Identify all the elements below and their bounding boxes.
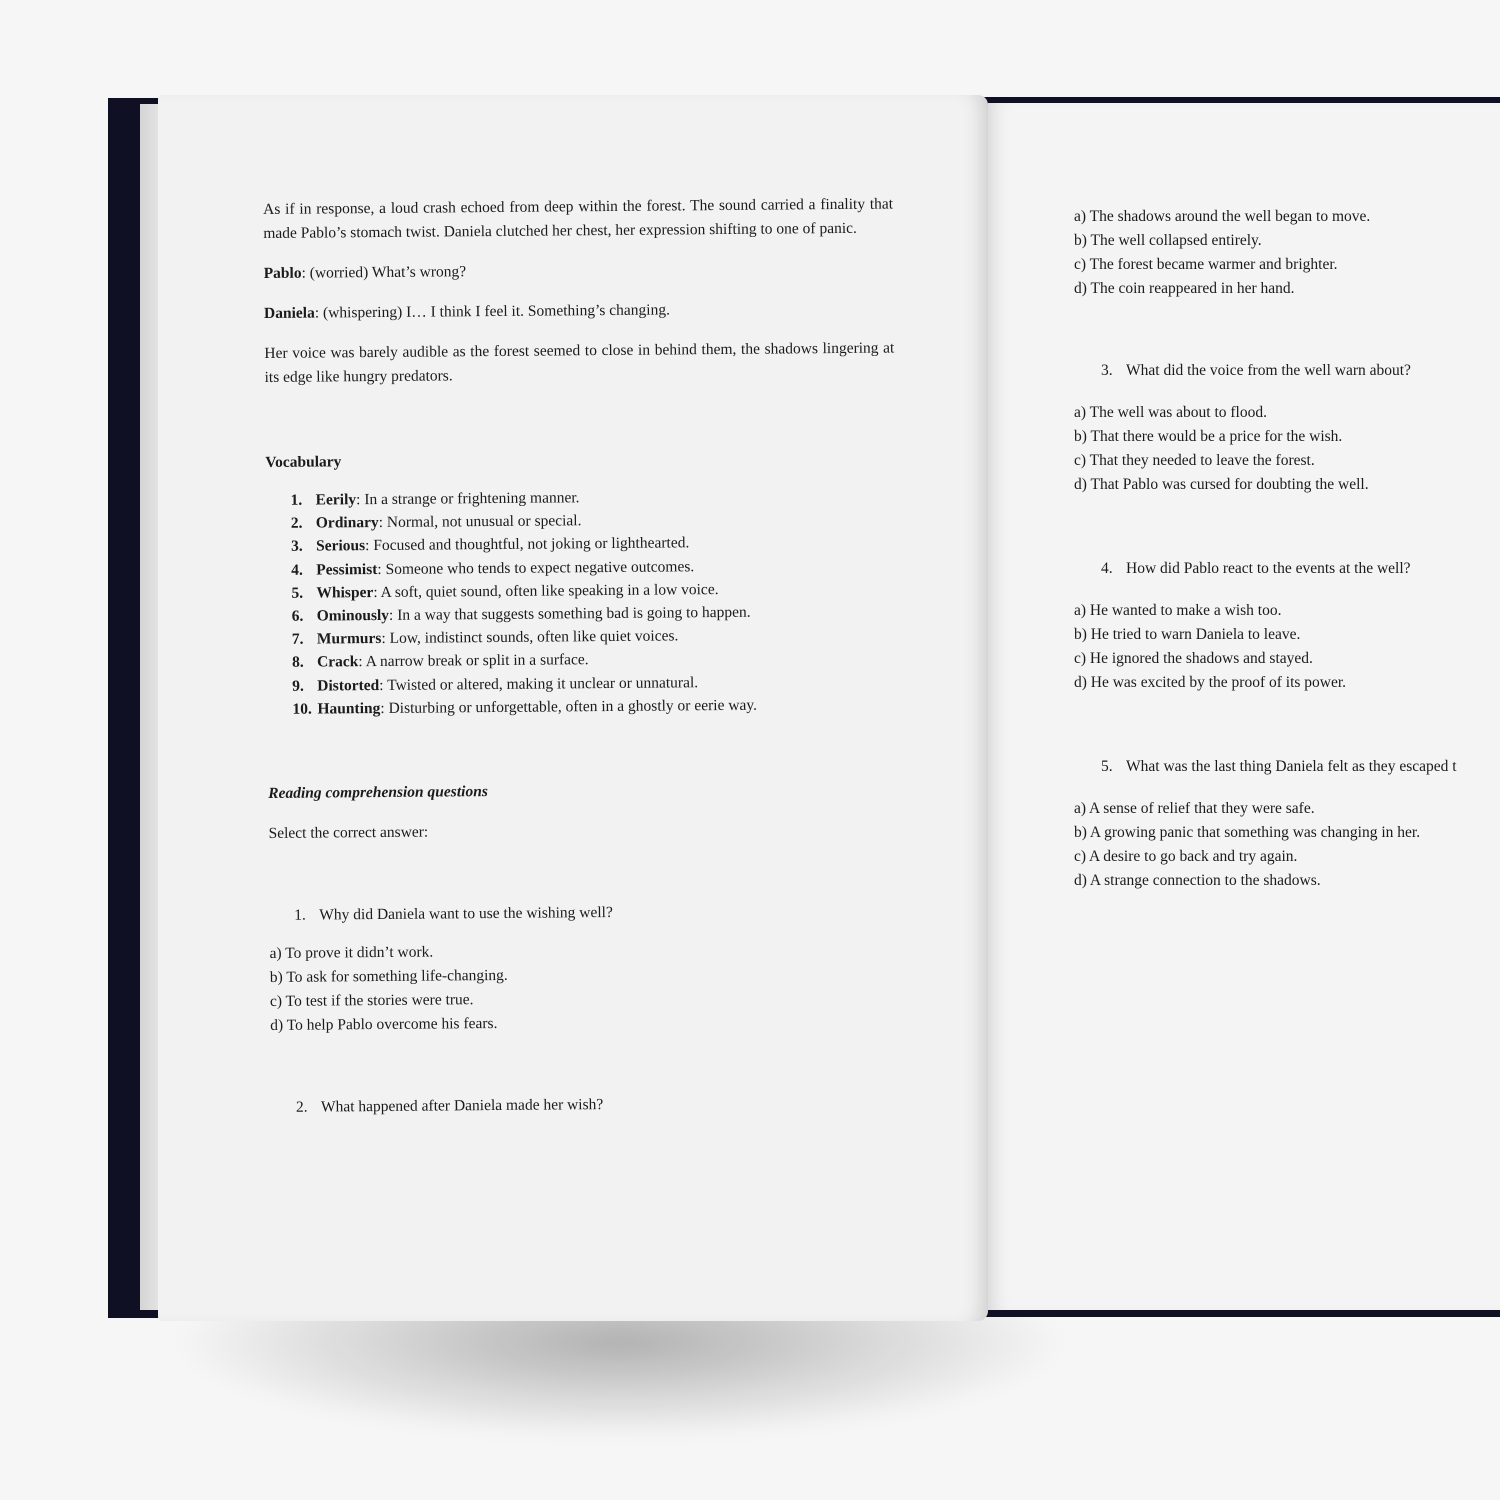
vocab-number: 2. — [290, 514, 303, 532]
vocab-definition: : Normal, not unusual or special. — [378, 512, 582, 532]
answer-option: c) He ignored the shadows and stayed. — [1074, 650, 1313, 667]
vocab-definition: : In a strange or frightening manner. — [356, 489, 580, 509]
vocab-definition: : A soft, quiet sound, often like speaking in a low voice. — [373, 580, 719, 601]
vocab-definition: : A narrow break or split in a surface. — [358, 651, 589, 671]
answer-option: c) A desire to go back and try again. — [1074, 848, 1298, 865]
answer-option: b) That there would be a price for the wish. — [1074, 428, 1343, 445]
vocab-definition: : Someone who tends to expect negative outcomes. — [377, 557, 695, 578]
dialog-text: : (whispering) I… I think I feel it. Something’s changing. — [314, 301, 671, 322]
question-1 — [294, 899, 899, 928]
vocab-item — [292, 692, 897, 720]
question-5-options — [1074, 797, 1500, 893]
vocab-term: Whisper — [316, 583, 374, 602]
vocab-term: Ominously — [316, 606, 390, 625]
answer-option: d) The coin reappeared in her hand. — [1074, 280, 1295, 297]
answer-option: c) To test if the stories were true. — [269, 991, 474, 1011]
vocab-number: 7. — [291, 630, 304, 648]
answer-option: a) The well was about to flood. — [1074, 404, 1267, 421]
vocab-number: 3. — [290, 538, 303, 556]
question-3 — [1101, 359, 1500, 383]
answer-option: d) He was excited by the proof of its power. — [1074, 674, 1347, 691]
answer-option: d) A strange connection to the shadows. — [1074, 872, 1321, 889]
vocab-term: Eerily — [315, 491, 357, 509]
question-1-options — [269, 937, 900, 1038]
reading-comprehension-heading: Reading comprehension questions — [268, 783, 488, 803]
dialog-line — [264, 296, 894, 325]
question-number: 1. — [294, 906, 306, 924]
vocab-term: Haunting — [317, 699, 381, 718]
vocab-number: 9. — [292, 677, 304, 695]
answer-option: a) He wanted to make a wish too. — [1074, 602, 1282, 619]
vocabulary-heading: Vocabulary — [265, 453, 342, 471]
answer-option: b) A growing panic that something was changing in her. — [1074, 824, 1421, 841]
instruction-text: Select the correct answer: — [268, 823, 429, 843]
question-3-options — [1074, 401, 1500, 497]
speaker-name: Daniela — [263, 304, 315, 322]
vocab-definition: : Focused and thoughtful, not joking or lighthearted. — [365, 534, 690, 555]
speaker-name: Pablo — [263, 264, 302, 282]
book-shadow — [170, 1300, 1070, 1440]
story-paragraph: Her voice was barely audible as the forest seemed to close in behind them, the shadows lingering at its edge like hungry predators. — [264, 339, 895, 386]
question-2-options — [1074, 205, 1500, 301]
vocab-term: Ordinary — [315, 514, 379, 532]
vocab-term: Serious — [315, 537, 366, 555]
vocab-number: 4. — [291, 561, 303, 579]
vocab-term: Crack — [316, 653, 359, 671]
vocab-definition: : In a way that suggests something bad is going to happen. — [388, 603, 751, 624]
answer-option: c) That they needed to leave the forest. — [1074, 452, 1315, 469]
vocab-term: Pessimist — [316, 560, 378, 579]
vocab-term: Murmurs — [316, 630, 382, 648]
vocab-definition: : Twisted or altered, making it unclear or unnatural. — [379, 673, 699, 694]
vocab-definition: : Disturbing or unforgettable, often in a ghostly or eerie way. — [380, 696, 758, 717]
question-5 — [1101, 755, 1500, 779]
answer-option: a) To prove it didn’t work. — [269, 943, 434, 963]
vocab-number: 5. — [291, 584, 304, 602]
question-text: What happened after Daniela made her wish? — [320, 1096, 604, 1116]
vocab-number: 6. — [291, 607, 304, 625]
question-text: How did Pablo react to the events at the well? — [1126, 560, 1411, 577]
dialog-text: : (worried) What’s wrong? — [301, 263, 467, 282]
question-number: 3. — [1101, 362, 1113, 379]
right-page-content — [1074, 205, 1500, 893]
answer-option: b) The well collapsed entirely. — [1074, 232, 1262, 249]
answer-option: d) That Pablo was cursed for doubting the well. — [1074, 476, 1369, 493]
vocab-number: 1. — [290, 491, 303, 509]
answer-option: a) A sense of relief that they were safe. — [1074, 800, 1315, 817]
answer-option: b) He tried to warn Daniela to leave. — [1074, 626, 1301, 643]
question-text: Why did Daniela want to use the wishing well? — [319, 904, 613, 924]
question-text: What did the voice from the well warn about? — [1126, 362, 1411, 379]
vocabulary-list — [291, 483, 898, 720]
answer-option: a) The shadows around the well began to move. — [1074, 208, 1371, 225]
question-number: 2. — [295, 1098, 308, 1116]
story-paragraph: As if in response, a loud crash echoed from deep within the forest. The sound carried a finality that made Pablo’s stomach twist. Daniela clutched her chest, her expression shifting to one of panic. — [263, 195, 894, 242]
dialog-line — [264, 256, 894, 285]
question-4 — [1101, 557, 1500, 581]
vocab-number: 8. — [291, 654, 304, 672]
vocab-term: Distorted — [317, 676, 380, 695]
vocab-definition: : Low, indistinct sounds, often like quiet voices. — [381, 627, 679, 648]
question-4-options — [1074, 599, 1500, 695]
question-text: What was the last thing Daniela felt as they escaped t — [1126, 758, 1457, 775]
question-number: 5. — [1101, 758, 1113, 775]
answer-option: c) The forest became warmer and brighter. — [1074, 256, 1338, 273]
answer-option: d) To help Pablo overcome his fears. — [270, 1015, 498, 1034]
answer-option: b) To ask for something life-changing. — [269, 966, 508, 987]
left-page-content — [263, 193, 901, 1120]
question-number: 4. — [1101, 560, 1113, 577]
vocab-number: 10. — [292, 700, 312, 718]
